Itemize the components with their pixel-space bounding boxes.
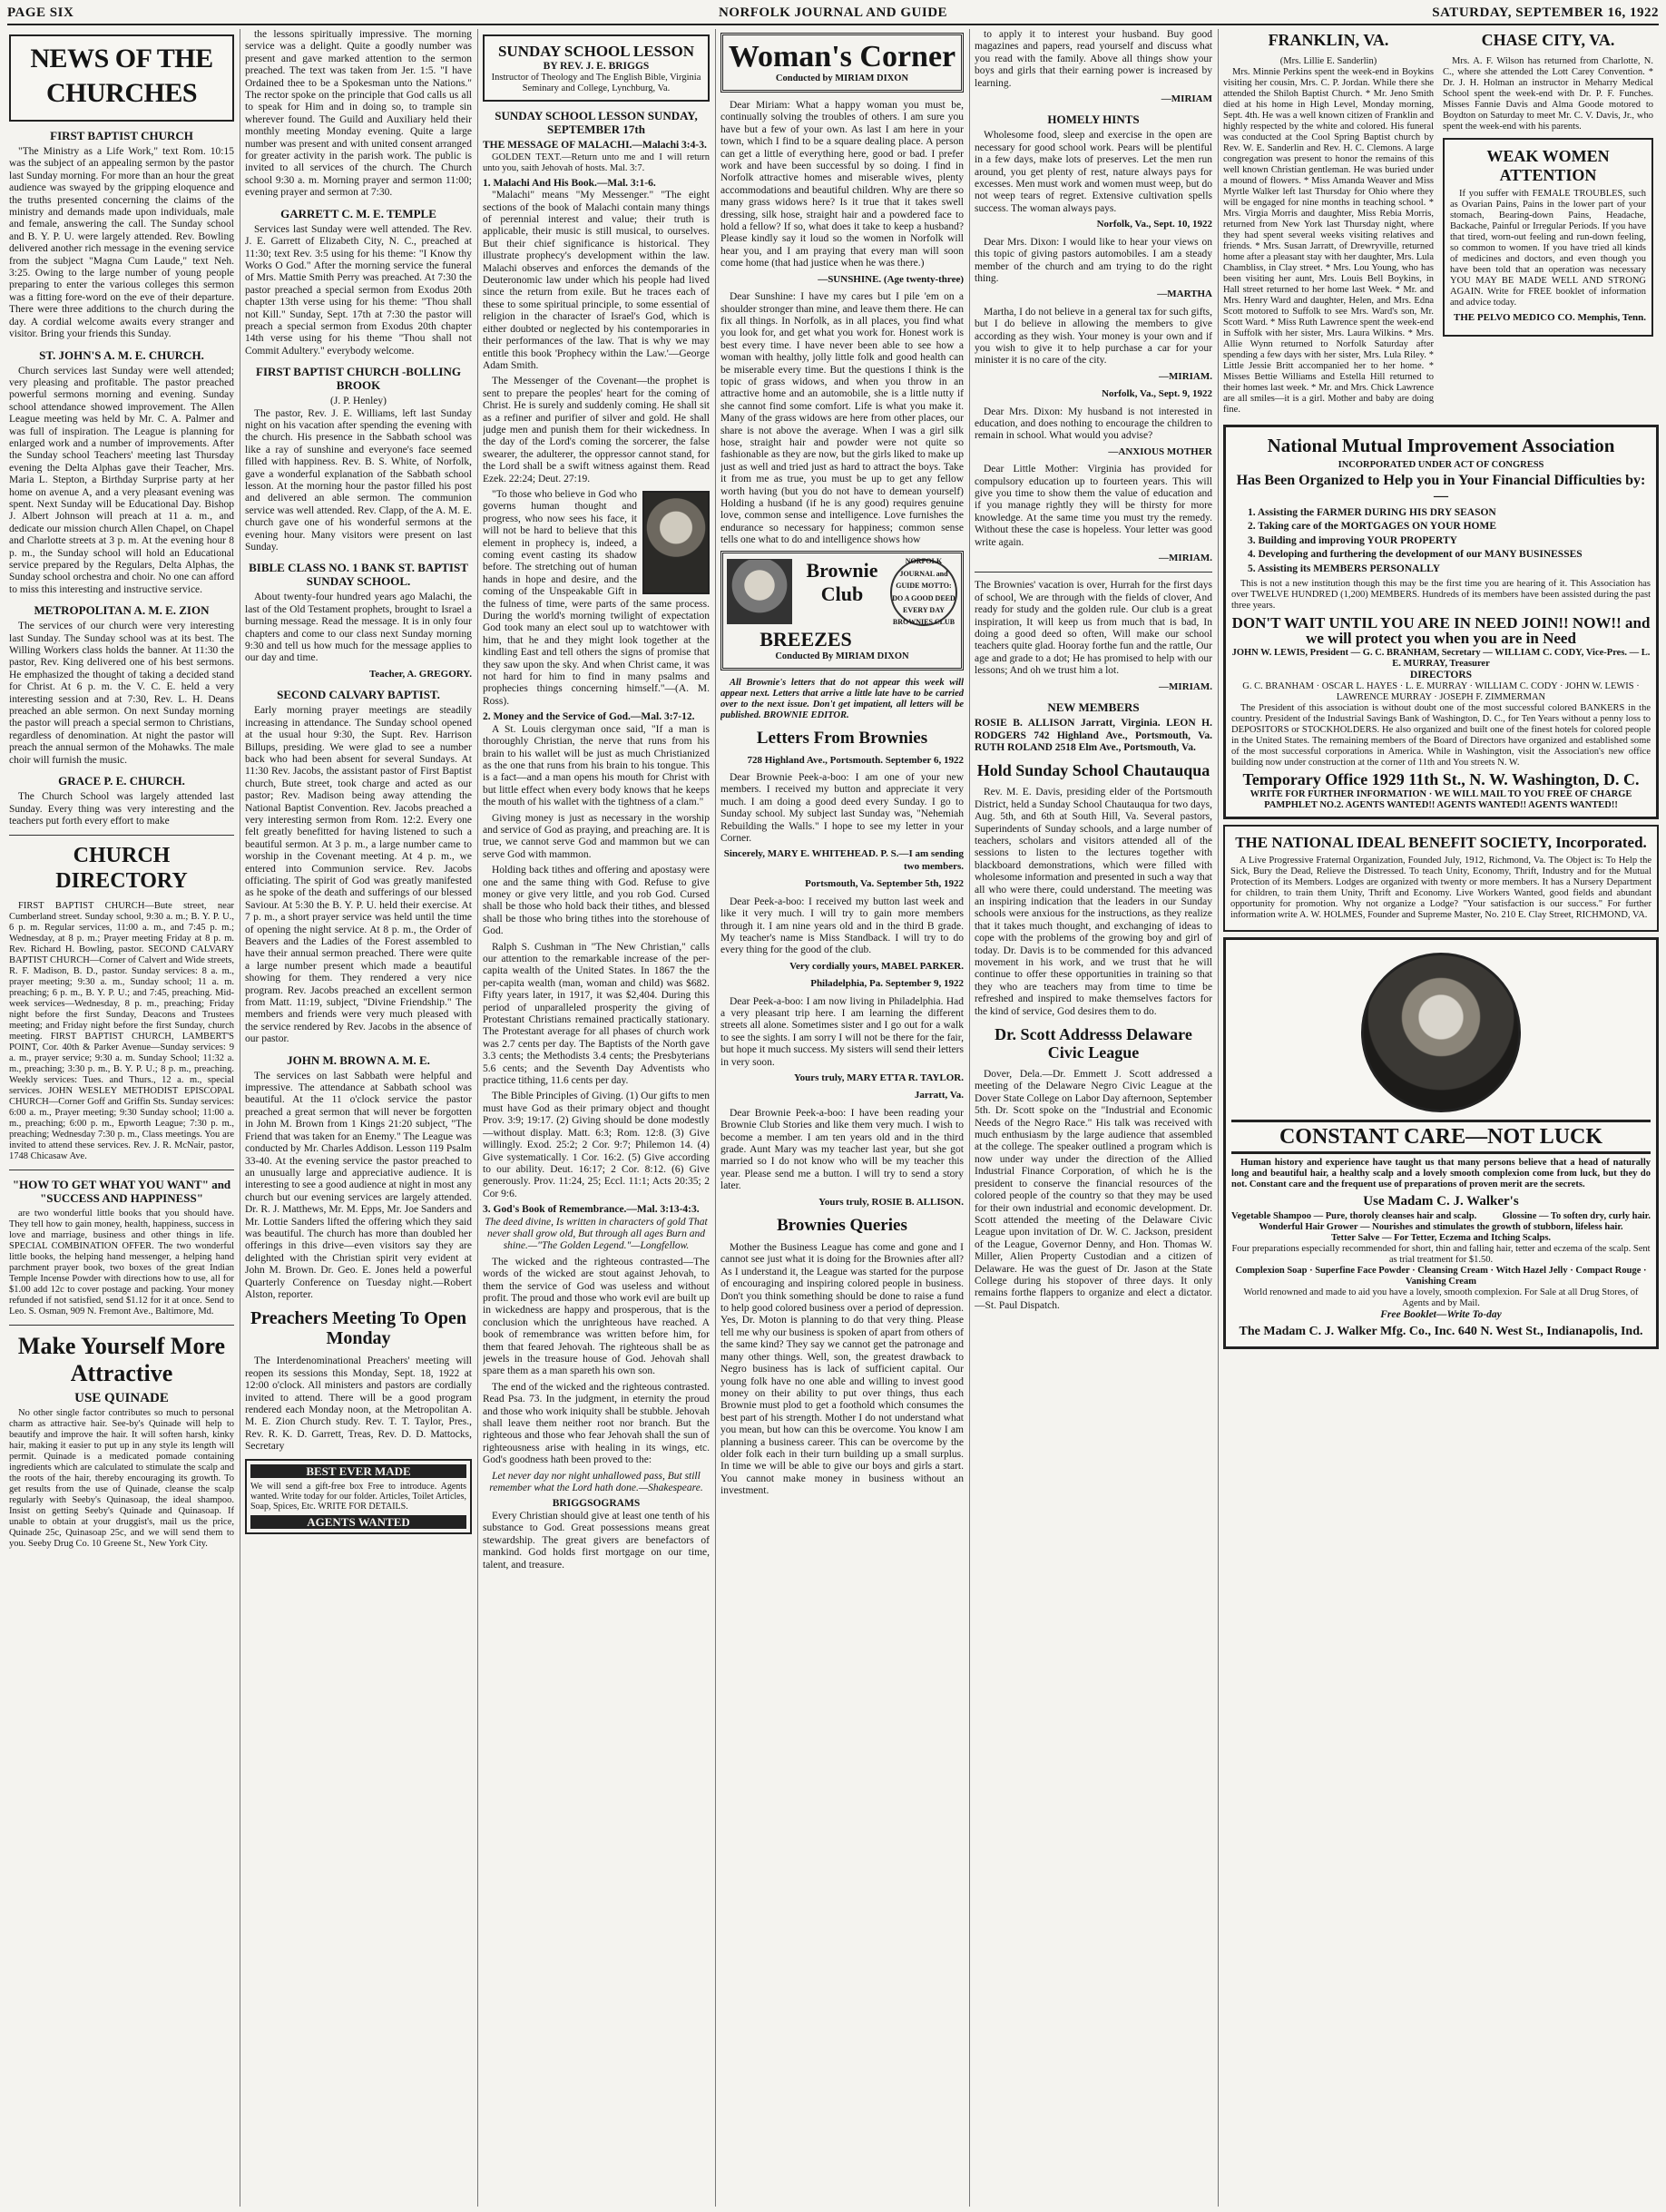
- letter-address: 728 Highland Ave., Portsmouth. September 6, 1922: [747, 754, 964, 766]
- ad-heading: Has Been Organized to Help you in Your Financial Difficulties by:—: [1236, 473, 1646, 504]
- ad-signature: THE PELVO MEDICO CO. Memphis, Tenn.: [1453, 312, 1646, 323]
- article-title: FIRST BAPTIST CHURCH: [50, 129, 193, 142]
- article-body: Mrs. A. F. Wilson has returned from Charlotte, N. C., where she attended the Lott Carey Convention. * Dr. J. H. Holman an instructor in Meharry Medical School spent the week-end with Dr. P. F. Funches. Misses Fannie Davis and Alma Goode motored to Boydton on Saturday to meet Mr. C. V. Davis, Jr., who spent the week-end with his parents.: [1443, 56, 1653, 132]
- product-row: [1231, 1211, 1651, 1222]
- golden-text: GOLDEN TEXT.—Return unto me and I will return unto you, saith Jehovah of hosts. Mal. 3:7.: [483, 152, 710, 173]
- letters-title: Letters From Brownies: [756, 728, 928, 748]
- ad-body: The President of this association is without doubt one of the most successful colored BANKERS in the country. President of the Industrial Savings Bank of Washington, D. C., for Ten Years without a penny loss to DEPOSITORS or STOCKHOLDERS. He also organized and built one of the finest hotels for colored people in the United States. The remaining members of the Board of Directors have organized and established some of the most successful corporations in America. While in Washington, visit the Association's new office building now under construction at the corner of 11th and You streets N. W.: [1231, 703, 1651, 768]
- lesson-body: "Malachi" means "My Messenger." "The eight sections of the book of Malachi contain many things of perennial interest and value; their truth is applicable, their music is still musical, to ourselves. But their chief significance is historical. They illustrate prophecy's development within the law. Malachi observes and enforces the demands of the Deuteronomic law under which his people had lived since the return from exile. But he traces each of these to some spiritual principle, to some essential of religion in the character of Israel's God, which is either doubted or neglected by his contemporaries in their performances of the law. That is why we may entitle this book 'Prophecy within the Law.'—George Adam Smith.: [483, 190, 710, 371]
- lesson-header-author: BY REV. J. E. BRIGGS: [543, 61, 650, 72]
- directory-body: FIRST BAPTIST CHURCH—Bute street, near Cumberland street. Sunday school, 9:30 a. m.; B. Y. P. U., 6 p. m. Regular services, 11:00 a. m., and 7:45 p. m.; Wednesday, at 8 p. m.; Prayer meeting Friday at 8 p. m. Rev. Richard H. Bowling, pastor. SECOND CALVARY BAPTIST CHURCH—Corner of Calvert and Wide streets, R. F. Madison, B. D., pastor. Sunday services: 8 a. m., prayer meeting; 9:30 a. m., Sunday school; 11 a. m. preaching; 6 p. m., B. Y. P. U.; and 7:45, preaching. Mid-week services—Wednesday, 8 p. m., preaching; Friday night before the first Sunday, Deacons and Trustees meeting; and Friday night before the first Sunday, church meeting. FIRST BAPTIST CHURCH, LAMBERT'S POINT, Cor. 40th & Parker Avenue—Sunday services: 9 a. m., prayer service; 9:30 a. m. Sunday School; 11:32 a. m., preaching; 3:30 p. m., B. Y. P. U.; 8 p. m., preaching. Weekly services: Tues. and Thurs., 12 a. m., special services. JOHN WESLEY METHODIST EPISCOPAL CHURCH—Corner Goff and Griffin Sts. Sunday services: 6:00 a. m., Prayer meeting; 9:30 Sunday school; 11:00 a. m., preaching; 6:00 p. m., Epworth League; 7:30 p. m., preaching; Wednesday 7:30 p. m., Class meetings. You are invited to attend these services. Rev. J. R. McNair, pastor, 1748 Chicasaw Ave.: [9, 901, 234, 1162]
- article-title: GRACE P. E. CHURCH.: [58, 774, 185, 788]
- product: Tetter Salve — For Tetter, Eczema and Itching Scalps.: [1330, 1233, 1552, 1244]
- womans-corner-byline: Conducted by MIRIAM DIXON: [775, 73, 909, 83]
- brownie-club-byline: Conducted By MIRIAM DIXON: [775, 651, 909, 661]
- womans-corner-title: Woman's Corner: [728, 40, 956, 73]
- article-title: BIBLE CLASS NO. 1 BANK ST. BAPTIST SUNDAY SCHOOL.: [249, 561, 468, 589]
- letter-signature: —MIRIAM.: [1159, 370, 1212, 382]
- letter-body: Dear Brownie Peek-a-boo: I have been reading your Brownie Club Stories and like them very much. I wish to become a member. I am ten years old and in the third grade. Aunt Mary was my teacher last year, but she got married so I do not know who will be my teacher this year. Please send me a button. I will try to send a story later.: [720, 1107, 964, 1192]
- churches-headline: NEWS OF THE CHURCHES: [30, 44, 213, 108]
- article-body: Services last Sunday were well attended. The Rev. J. E. Garrett of Elizabeth City, N. C., preached at 11:30; text Rev. 3:5 using for his theme: "I Know thy Works O God." After the morning service the funeral of Mrs. Mattie Smith Perry was preached. At 7:30 the pastor preached a special sermon from Exodus 20th chapter 13th verse using for his theme: "Thou shall not Kill." Sunday, Sept. 17th at 7:30 the pastor will preach a special sermon from Exodus 20th chapter 14th verse using for his theme "Thou shall not Commit Adultery." everybody welcome.: [245, 223, 472, 357]
- ad-directors-title: DIRECTORS: [1409, 670, 1473, 681]
- poem-signature: —MIRIAM.: [1159, 680, 1212, 692]
- brownie-club-title: Brownie Club BREEZES: [760, 558, 878, 651]
- lesson-subtitle: THE MESSAGE OF MALACHI.—Malachi 3:4-3.: [483, 140, 707, 152]
- quinade-ad-sub: USE QUINADE: [74, 1391, 169, 1406]
- lesson-body: The Messenger of the Covenant—the prophet is sent to prepare the peoples' heart for the coming of Christ. He is surely and suddenly coming. He shall sit as a refiner and purifier of silver and gold. He shall judge men and punish them for their wickedness. In the day of the Lord's coming the sorcerer, the false swearer, the adulterer, the oppressor cannot stand, for the Lord shall be a swift witness against them. Read Ezek. 22:24; Deut. 27:19.: [483, 376, 710, 484]
- divider: [975, 572, 1212, 573]
- ad-officers: JOHN W. LEWIS, President — G. C. BRANHAM, Secretary — WILLIAM C. CODY, Vice-Pres. — L. E. MURRAY, Treasurer: [1231, 648, 1651, 670]
- letter-body: Dear Sunshine: I have my cares but I pile 'em on a shoulder stronger than mine, and leave them there. He can fix all things. In Norfolk, as in all places, you find what you look for, and get what you work for. Honest work is best every time. I have never been able to see how a woman with healthy, jolly little folk and good health can be miserable every time. But the questions I think is the topic of grass widows, and when you throw in an attractive home and an automobile, she is a little nutty if she cannot find some comfort. Life is what you make it. Many of the grass widows are here from other places, our share is not above the average. When I was a girl silk hose, straight hair and powder were not quite so fashionable as they are now, but the girls liked to make up just as well and tried just as hard to attract the boys. Take it from me as true, you must be up to get any fellow worth having (but you do not have to demean yourself) Holding a husband (if he is any good) requires genuine love, common sense and intelligence. Love furnishes the endurance so necessary for happiness; common sense tells one what to do and intelligence shows how: [720, 291, 964, 546]
- column-church-news: [9, 29, 240, 2207]
- lesson-body: The end of the wicked and the righteous contrasted. Read Psa. 73. In the judgment, in eternity the proud and those who work iniquity shall be stubble. Jehovah shall leave them neither root nor branch. But the righteous and those who fear Jehovah shall the sun of righteousness arise with healing in its wings, etc. God's goodness hath been proved to the:: [483, 1381, 710, 1466]
- issue-date: SATURDAY, SEPTEMBER 16, 1922: [1432, 5, 1659, 20]
- ad-list-item: 2. Taking care of the MORTGAGES ON YOUR HOME: [1248, 521, 1497, 533]
- article-body: The services of our church were very interesting last Sunday. The Sunday school was at its best. The Willing Workers class holds the banner. At 11:30 the pastor, Rev. King delivered one of his best sermons. He emphasized the thought of taking a decided stand for Christ. At 6 p. m. the V. C. E. held a very interesting session and at 7:30, Rev. L. H. Deans preached an able sermon. On next Sunday morning the pastor will preach a special sermon to Christians, regardless of denomination. At night the pastor will preach the annual sermon of the Mohawks. The male choir will furnish the music.: [9, 621, 234, 766]
- article-title: Dr. Scott Addresss Delaware Civic League: [995, 1025, 1192, 1062]
- article-title: CHASE CITY, VA.: [1481, 31, 1615, 49]
- new-members-list: ROSIE B. ALLISON Jarratt, Virginia. LEON H. RODGERS 742 Highland Ave., Portsmouth, Va. RUTH ROLAND 2518 Elm Ave., Portsmouth, Va.: [975, 718, 1212, 753]
- lesson-header-title: SUNDAY SCHOOL LESSON: [497, 43, 695, 60]
- lesson-title: SUNDAY SCHOOL LESSON SUNDAY, SEPTEMBER 17th: [495, 109, 698, 137]
- weak-women-ad: [1443, 138, 1653, 337]
- ad-directors: G. C. BRANHAM · OSCAR L. HAYES · L. E. MURRAY · WILLIAM C. CODY · JOHN W. LEWIS · LAWRENCE MURRAY · JOSEPH F. ZIMMERMAN: [1242, 681, 1640, 703]
- national-ideal-benefit-ad: [1223, 825, 1659, 932]
- quinade-ad-body: No other single factor contributes so much to personal charm as attractive hair. See-by's Quinade will help to beautify and improve the hair. It will soften harsh, kinky hair, making it easier to put up in any style its length will permit. Quinade is a medicated pomade containing ingredients which are calculated to stimulate the scalp and the roots of the hair, thereby encouraging its growth. To get results from the use of Quinade, cleanse the scalp regularly with Seeby's Quinasoap, the ideal shampoo. Insist on getting Seeby's Quinade and Quinasoap. If unable to obtain at your druggist's, mail us the price, Quinade 25c, Quinasoap 25c, and we will send them to you. Seeby Drug Co. 10 Greene St., New York City.: [9, 1408, 234, 1550]
- article-body: Dover, Dela.—Dr. Emmett J. Scott addressed a meeting of the Delaware Negro Civic League at the Dover State College on Labor Day afternoon, September 5th. Dr. Scott spoke on the "Industrial and Economic Needs of the Negro Race." His talk was received with much enthusiasm by the large audience that assembled at the college. The speaker outlined a program which is now under way under the direction of the Allied Industrial Finance Corporation, of which he is the president to conserve the financial resources of the colored people of the country so that they may be used for their own industrial and economic development. Dr. Scott attended the meeting of the Delaware Civic League upon invitation of Dr. W. C. Jackson, president of the League, Governor Denny, and Hon. Thomas W. Miller, Alien Property Custodian and a citizen of Delaware. He was the guest of Dr. Jason at the State College during his stopover of three days. It only remains forthe flappers to organize and elect a dictator.—St. Paul Dispatch.: [975, 1069, 1212, 1311]
- ad-subtitle: INCORPORATED UNDER ACT OF CONGRESS: [1338, 460, 1544, 470]
- column-church-news-2: [245, 29, 478, 2207]
- lesson-body: Holding back tithes and offering and apostasy were one and the same thing with God. Refuse to give money or give very little, and you rob God. Cursed shall be those who hold back their tithes, and blessed shall be those who bring tithes into the storehouse of God.: [483, 865, 710, 937]
- letter-signature: Sincerely, MARY E. WHITEHEAD. P. S.—I am sending two members.: [723, 848, 964, 872]
- article-signature: Teacher, A. GREGORY.: [369, 668, 472, 680]
- ad-body: We will send a gift-free box Free to introduce. Agents wanted. Write today for our folder. Articles, Toilet Articles, Soap, Spices, Etc. WRITE FOR DETAILS.: [250, 1481, 466, 1512]
- lesson-body: Ralph S. Cushman in "The New Christian," calls our attention to the remarkable increase of the per-capita wealth of the United States. In 1867 the the per-capita wealth (man, woman and child) was $682. Fifty years later, in 1917, it was $2,404. During this period of unparalleled prosperity the giving of Protestant Christians remained practically stationary. The Protestant average for all phases of church work was 2.7 cents per day. The Baptists of the North gave 3.3 cents; the Methodists 3.4 cents; the Presbyterians 5.6 cents; and the Seventh Day Adventists who practice tithing, 11.6 cents per day.: [483, 941, 710, 1087]
- ad-call-to-action: Free Booklet—Write To-day: [1380, 1309, 1502, 1321]
- ad-office: Temporary Office 1929 11th St., N. W. Washington, D. C.: [1242, 770, 1640, 789]
- lesson-header-box: [483, 34, 710, 102]
- article-title: METROPOLITAN A. M. E. ZION: [34, 603, 210, 618]
- article-title: JOHN M. BROWN A. M. E.: [287, 1052, 430, 1067]
- best-ever-made-ad: [245, 1459, 472, 1534]
- article-body: "The Ministry as a Life Work," text Rom. 10:15 was the subject of an appealing sermon by the pastor last Sunday morning. For more than an hour the great audience was swayed by the gripping eloquence and the truths presented concerning the claims of the ministry and demands made upon individuals, male and female, answering the call. The Sunday school and B. Y. P. U. were largely attended. Rev. Bowling delivered another rich message in the evening service from the subject "Magna Cum Laude," text Neh. 3:25. Owing to the large number of young people preparing to enter the various colleges this sermon was a fitting fore-word on the eve of their departure. There were three additions to the church during the day. A cordial welcome awaits every stranger and visitor. Bring your friends this Sunday.: [9, 146, 234, 340]
- ad-title: BEST EVER MADE: [250, 1464, 466, 1478]
- brownie-club-banner: [720, 551, 964, 670]
- ad-footer: WRITE FOR FURTHER INFORMATION · WE WILL MAIL TO YOU FREE OF CHARGE PAMPHLET NO.2. AGENTS WANTED!! AGENTS WANTED!! AGENTS WANTED!!: [1250, 789, 1632, 811]
- article-byline: (J. P. Henley): [330, 396, 387, 407]
- article-body: Rev. M. E. Davis, presiding elder of the Portsmouth District, held a Sunday School Chautauqua for two days, Aug. 5th, and 6th at South Hill, Va. Several pastors, Superindents of Sunday schools, and a large number of teachers, scholars and visitors attended all of the sessions to listen to the lectures together with blackboard demonstrations, which were filled with wholesome information and presented in such a way that all who were there, could understand. The meeting was an inspiring indication that the leaders in our Sunday schools were anxious for the instructions, as they realize that it takes much thought, and exchanging of ideas to cope with the problems of the growing boy and girl of today. Dr. Davis is to be commended for this advanced movement in his work, and we trust that he will continue to offer these opportunities in training so that they who are teachers may from time to time be refreshed and inspired to make themselves factors for the kind of service, God desires them to do.: [975, 787, 1212, 1017]
- ad-title: CONSTANT CARE—NOT LUCK: [1231, 1120, 1651, 1154]
- ad-list-item: 4. Developing and furthering the development of our MANY BUSINESSES: [1248, 549, 1583, 561]
- baby-photo: [727, 559, 792, 624]
- ad-footer: AGENTS WANTED: [250, 1515, 466, 1529]
- letter-signature: —ANXIOUS MOTHER: [1108, 445, 1212, 457]
- lesson-poem: The deed divine, Is written in characters of gold That never shall grow old, But through all ages Burn and shine.—"The Golden Legend."—Longfellow.: [485, 1216, 708, 1252]
- article-title: FIRST BAPTIST CHURCH -BOLLING BROOK: [256, 365, 461, 393]
- product: Glossine — To soften dry, curly hair.: [1502, 1211, 1651, 1222]
- ad-call-to-action: DON'T WAIT UNTIL YOU ARE IN NEED JOIN!! NOW!! and we will protect you when you are in Need: [1231, 614, 1651, 648]
- new-members-title: NEW MEMBERS: [1047, 700, 1140, 715]
- womans-corner-banner: [720, 33, 964, 93]
- letter-address: Norfolk, Va., Sept. 10, 1922: [1096, 219, 1212, 230]
- article-body: The services on last Sabbath were helpful and impressive. The attendance at Sabbath school was beautiful. At the 11 o'clock service the pastor preached a great sermon that will never be forgotten in John M. Brown from 1 Kings 21:20 subject, "The Friend that was taken for an Enemy." The League was conducted by Mr. Charles Addison. Lesson 119 Psalm 33-40. At the evening service the pastor preached to an unusually large and appreciative audience. It is interesting to see a good audience at night in most any church but our evening services are largely attended. Dr. R. J. Matthews, Mr. M. Epps, Mr. Joe Sanders and Mr. Lottie Sanders lifted the offering which they said was beautiful. The church has more than doubled her offerings in this drive—even visitors say they are delighted with the Christian spirit very evident at John M. Brown. Dr. Geo. E. Jones held a powerful Quarterly Conference on Tuesday night.—Robert Alston, reporter.: [245, 1070, 472, 1300]
- divider: [9, 1325, 234, 1326]
- letter-address: Portsmouth, Va. September 5th, 1922: [805, 878, 964, 890]
- ad-list-item: 3. Building and improving YOUR PROPERTY: [1248, 534, 1457, 546]
- letter-body: Dear Peek-a-boo: I am now living in Philadelphia. Had a very pleasant trip here. I am learning the different streets all alone. Sometimes sister and I go out for a walk to see the sights. I am sorry I will not be there for the fair, but hope it much success. My sisters will send their letters in very soon.: [720, 995, 964, 1068]
- article-body: Early morning prayer meetings are steadily increasing in attendance. The Sunday school opened at the usual hour 9:30, the Supt. Rev. Harrison Billups, presiding. We were glad to see a number back who had been absent for several Sundays. At 11:30 Rev. Jacobs, the assistant pastor of First Baptist church, Bute street, took charge and acted as our pastor; Rev. Madison being away attending the National Baptist Convention. Rev. Jacobs preached a very interesting sermon from Rom. 12:2. Every one felt greatly benefitted for having listened to such a beautiful sermon. At 3 p. m., a large number came to worship in the Covenant meeting. At 4 p. m., we entered into Communion service. Rev. Jacobs officiating. The spirit of God was greatly manifested as he spoke of the death and sufferings of our blessed Saviour. At 5:30 the B. Y. P. U. held their exercise. At 7 p. m., a short prayer service was held until the time of opening the night service. At 8 p. m., the Order of Beavers and the Ladies of the Forest assembled to have their annual sermon preached. There were quite a large number present which made a beautiful showing for them. They rendered a very nice program. Rev. Jacobs preached an excellent sermon from Matt. 11:19, subject, "Divine Friendship." The members and friends were very much pleased with the service rendered by Rev. Jacobs in the absence of our pastor.: [245, 705, 472, 1045]
- ad-title: THE NATIONAL IDEAL BENEFIT SOCIETY, Incorporated.: [1235, 834, 1647, 852]
- article-title: ST. JOHN'S A. M. E. CHURCH.: [39, 347, 204, 362]
- column-local-and-ads: [1223, 29, 1659, 2207]
- article-body: The pastor, Rev. J. E. Williams, left last Sunday night on his vacation after spending the evening with the church. His presence in the Sabbath school was like a ray of sunshine and everyone's face seemed filled with happiness. Rev. B. S. White, of Norfolk, gave a wonderful explanation of the Sabbath school lesson. At the morning hour the pastor filled his post and delivered an able sermon. The communion service was well attended. Rev. Clapp, of the A. M. E. church gave one of his wonderful sermons at the evening hour. Many visitors were present on last Sunday.: [245, 407, 472, 553]
- letter-body: Dear Peek-a-boo: I received my button last week and like it very much. I will try to gain more members through it. I am nine years old and in the third B grade. My teacher's name is Miss Standback. I will try to do every thing for the good of the club.: [720, 896, 964, 956]
- article-title: Hold Sunday School Chautauqua: [976, 761, 1210, 780]
- franklin-news: [1223, 29, 1434, 419]
- masthead: [7, 4, 1659, 25]
- portrait-image: [642, 491, 710, 594]
- article-body: Church services last Sunday were well attended; very pleasing and profitable. The pastor preached powerful sermons morning and evening. Sunday school attendance showed improvement. The Allen League meeting was held by Mr. C. A. Palmer and was full of inspiration. The League is planning for enlarged work and a number of improvements. After the Sunday school Teachers' meeting last Thursday evening the Delta Alphas gave their Teacher, Mrs. Maria L. Stepton, a Birthday Surprise party at her home on avenue A, and a very pleasant evening was spent. Next Sunday will be Educational Day. Bishop J. Albert Johnson will preach at 11 a. m., and dedicate our mission church Allen Chapel, on Chapel and Charlotte streets at 3 p. m. At the evening hour 8 p. m., the Sunday school will hold an Educational service prepared by the Regulars, Delta Alphas, the Sunday school orchestra and choir. No one can afford to miss this interesting and instructive service.: [9, 365, 234, 595]
- lesson-body: "To those who believe in God who governs human thought and progress, who now sees his face, it will not be hard to believe that this element in prophecy is, indeed, a coming event casting its shadow before. The stretching out of human hands in hope and desire, and the coming of the Unspeakable Gift in the fulness of time, were parts of the same process. During the world's morning twilight of expectation God took many an elect soul up to watchtower with him, that he and they might look together at the kindling East and tell others the signs of promise that they saw upon the sky. And when Christ came, it was not hard for him to find in many psalms and prophecies things concerning himself."—(A. M. Ross).: [483, 488, 710, 707]
- ad-footer: The Madam C. J. Walker Mfg. Co., Inc. 640 N. West St., Indianapolis, Ind.: [1239, 1324, 1643, 1338]
- quinade-ad-title: Make Yourself More Attractive: [17, 1333, 226, 1387]
- letter-address: Philadelphia, Pa. September 9, 1922: [810, 978, 964, 990]
- lesson-body: A St. Louis clergyman once said, "If a man is thoroughly Christian, the nerve that runs from his brain to his wallet will be just as much Christianized as the one that runs from his brain to his tongue. This is a fact—and a man opens his mouth for Christ with but little effect when every body knows that he keeps the mouth of his wallet with the tightness of a clam.": [483, 723, 710, 808]
- product: Vegetable Shampoo — Pure, thoroly cleanses hair and scalp.: [1231, 1211, 1477, 1222]
- ad-body: If you suffer with FEMALE TROUBLES, such as Ovarian Pains, Pains in the lower part of your stomach, Bearing-down Pains, Headache, Backache, Painful or Irregular Periods. If you have that tired, worn-out feeling and run-down feeling, so common to women. If you have tried all kinds of medicines and doctors, and even though you have been told that an operation was necessary YOU MAY BE MADE WELL AND STRONG AGAIN. Write for FREE booklet of information and advice today.: [1450, 189, 1646, 308]
- column-womans-corner-2: [975, 29, 1219, 2207]
- lesson-body: Giving money is just as necessary in the worship and service of God as praying, and preaching are. It is true, we cannot serve God and mammon but we can serve God with mammon.: [483, 812, 710, 860]
- page-number: PAGE SIX: [7, 5, 74, 20]
- ad-body: are two wonderful little books that you should have. They tell how to gain money, health, happiness, success in love and marriage, business and other things in life. SPECIAL COMBINATION OFFER. The two wonderful little books, the helping hand messenger, a helping hand parchment prayer book, two boxes of the great Indian Temple Incense Powder with directions how to use, all for $1.00 add 12c to cover postage and packing. Your money refunded if not satisfied, send $1.12 for it at once. Send to Leo. S. Osman, 909 N. Fremont Ave., Baltimore, Md.: [9, 1209, 234, 1317]
- letter-body: to apply it to interest your husband. Buy good magazines and papers, read yourself and discuss what you read with the family. Above all things show your boys and girls that their earning power is increased by learning.: [975, 29, 1212, 89]
- letter-signature: —MARTHA: [1157, 289, 1212, 300]
- brownie-note: All Brownie's letters that do not appear this week will appear next. Letters that arrive a little late have to be carried over to the next issue. Don't get impatient, all letters will be published. BROWNIE EDITOR.: [720, 677, 964, 720]
- letter-body: Dear Little Mother: Virginia has provided for compulsory education up to fourteen years. This will give you time to show them the value of education and if you manage rightly they will be thirsty for more knowledge. At the same time you must try the remedy. Without these the case is hopeless. Your letter was good write again.: [975, 464, 1212, 548]
- article-body: Mrs. Minnie Perkins spent the week-end in Boykins visiting her cousin, Mrs. C. P. Jordan. While there she attended the Shiloh Baptist Church. * Mr. Jeno Smith died at his home in High Level, Monday morning, Sept. 4th. He was a well known citizen of Franklin and highly respected by the white and colored. His funeral was conducted at the Cool Spring Baptist church by Rev. W. E. Sanderlin and Rev. H. C. Clemons. A large congregation was present to honor the remains of this well known Christian gentleman. He was buried under a mound of flowers. * Miss Amanda Weaver and Miss Myrtle Walker left last Thursday for Ohio where they will be engaged for nine months in teaching school. * Mrs. Virgia Morris and daughter, Miss Rebia Morris, returned from New York last Thursday night, where they had spent several weeks visiting relatives and friends. * Mrs. Susan Jarratt, of Drewryville, returned home after a pleasant stay with her daughter, Mrs. Lula Chambliss, in Clay street. * Mrs. Lou Young, who has been visiting her aunt, Mrs. Louis Bell Boykins, in Hall street returned to her home last Week. * Mr. and Mrs. Henry Ward and daughter, Helen, and Mrs. Edna Scott motored to Suffolk to see Mrs. Ward's son, Mr. Scott Ward. * Miss Ruth Lawrence spent the week-end in Suffolk with her sister, Mrs. Laura Wilkins. * Mrs. Allie Wynn returned to Norfolk Saturday after spending a few days with her sister, Mrs. Lula Riley. * Little Jessie Britt accompanied her to her home. * Misses Bettie Williams and Estella Hill returned to their homes last week. * Mr. and Mrs. Chick Lawrence are all smiles—it is a girl. Mother and baby are doing fine.: [1223, 67, 1434, 415]
- churches-header-box: [9, 34, 234, 122]
- letter-signature: —MIRIAM.: [1159, 553, 1212, 564]
- letter-signature: Very cordially yours, MABEL PARKER.: [789, 960, 964, 972]
- column-womans-corner: [720, 29, 970, 2207]
- club-seal: NORFOLK JOURNAL and GUIDE MOTTO: DO A GOOD DEED EVERY DAY BROWNIES CLUB: [890, 559, 957, 626]
- article-body: The Interdenominational Preachers' meeting will reopen its sessions this Monday, Sept. 18, 1922 at 12:00 o'clock. All ministers and pastors are cordially invited to attend. There will be a good program rendered each Monday noon, at the Metropolitan A. M. E. Zion Church study. Rev. T. T. Taylor, Pres., Rev. R. K. D. Garrett, Treas, Rev. D. D. Mattocks, Secretary: [245, 1356, 472, 1453]
- column-sunday-school: [483, 29, 716, 2207]
- letter-signature: Yours truly, MARY ETTA R. TAYLOR.: [793, 1072, 964, 1083]
- letter-signature: —MIRIAM: [1161, 93, 1212, 105]
- divider: [9, 835, 234, 836]
- ad-body: This is not a new institution though this may be the first time you are hearing of it. This Association has over TWELVE HUNDRED (1,200) MEMBERS. Hundreds of its members have been assisted during the past three years.: [1231, 579, 1651, 612]
- walker-ad: [1223, 937, 1659, 1348]
- ad-body: Human history and experience have taught us that many persons believe that a head of naturally long and beautiful hair, a healthy scalp and a lovely smooth complexion come from luck, but they do not. Constant care and the frequent use of preparations of proven merit are the secrets.: [1231, 1158, 1651, 1190]
- hints-title: HOMELY HINTS: [1047, 113, 1140, 127]
- article-body: The Church School was largely attended last Sunday. Every thing was very interesting and the teachers put forth every effort to make: [9, 791, 234, 827]
- lesson-heading: 1. Malachi And His Book.—Mal. 3:1-6.: [483, 177, 656, 189]
- letter-address: Norfolk, Va., Sept. 9, 1922: [1102, 388, 1212, 400]
- lesson-body: The wicked and the righteous contrasted—The words of the wicked are stout against Jehovah, to them the service of God was useless and without profit. The proud and those who work evil are built up in wickedness are happy and prosperous, that is the conclusion which the unrighteous have reached. A book of remembrance was written before him, for them that feared Jehovah. The righteous shall be as jewels in the treasure house of God. Jehovah shall spare them as a man spareth his own son.: [483, 1256, 710, 1377]
- lesson-heading: BRIGGSOGRAMS: [552, 1498, 641, 1510]
- letter-body: Dear Brownie Peek-a-boo: I am one of your new members. I received my button and appreciate it very much. I am doing a good deed every Sunday. I go to Sunday school. My subject last Sunday was, "Nehemiah Rebuilding the Walls." I hope to see my letter in your Corner.: [720, 772, 964, 845]
- letter-body: Dear Miriam: What a happy woman you must be, continually solving the troubles of others. I am sure you have but a few of your own. As last I am here in your town, which I find to be a square dealing place. A person can get a little of everything here, good or bad. I prefer work and have been successful by so doing. I find in Norfolk attractive homes and miserable wives, plenty accommodations and beautiful children. Why are there so many grass widows here? Is it true that it takes swell dressing, silk hose, straight hair and a powdered face to hold a fellow? If so, what does it take to keep a husband? Please kindly say it loud so the women in Norfolk will hear you, and I am praying that every man will soon come home (that had justice when he was there.): [720, 100, 964, 269]
- ad-list-item: 1. Assisting the FARMER DURING HIS DRY SEASON: [1248, 507, 1496, 518]
- product-list: Complexion Soap · Superfine Face Powder · Cleansing Cream · Witch Hazel Jelly · Compact Rouge · Vanishing Cream: [1235, 1266, 1647, 1287]
- ad-list: [1248, 507, 1651, 575]
- hints-body: Wholesome food, sleep and exercise in the open are necessary for good school work. Pears will be plentiful in a few days, make lots of preserves. Let the men run around, you get plenty of rest, nature always pays for excesses. Men must work and women must weep, but do not weep tears of regret. Extensive cultivation spells success. The woman always pays.: [975, 130, 1212, 214]
- ad-body: Four preparations especially recommended for short, thin and falling hair, tetter and eczema of the scalp. Sent as trial treatment for $1.50.: [1231, 1244, 1651, 1266]
- paper-name: NORFOLK JOURNAL AND GUIDE: [718, 5, 948, 20]
- ad-list-item: 5. Assisting its MEMBERS PERSONALLY: [1248, 563, 1441, 574]
- lesson-body: Every Christian should give at least one tenth of his substance to God. Great possessions means great stewardship. The great givers are benefactors of mankind. God holds first mortgage on our time, talent, and treasure.: [483, 1510, 710, 1571]
- article-body: About twenty-four hundred years ago Malachi, the last of the Old Testament prophets, brought to Israel a burning message. Read the message. It is in only four chapters and come to our class next Sunday morning 9:30 and tell us how much for the message applies to our day and time.: [245, 592, 472, 664]
- ad-title: WEAK WOMEN ATTENTION: [1486, 147, 1610, 184]
- ad-body: A Live Progressive Fraternal Organization, Founded July, 1912, Richmond, Va. The Object is: To Help the Sick, Bury the Dead, Relieve the Distressed. To teach Unity, Economy, Thrift, Industry and for the Mutual Protection of its Members. Lodges are organized with twenty or more members. It has a Nursery Department for children, to train them Unity, Thrift and Economy. Live Workers Wanted, good fields and abundant opportunity for promotion. Why not organize a Lodge? "Your satisfaction is our success." For further information write A. W. HOLMES, Founder and Supreme Master, No. 210 E. Clay Street, RICHMOND, VA.: [1230, 856, 1651, 921]
- ad-body: World renowned and made to aid you have a lovely, smooth complexion. For Sale at all Drug Stores, of Agents and by Mail.: [1243, 1287, 1639, 1309]
- article-title: FRANKLIN, VA.: [1268, 31, 1389, 49]
- letter-signature: —SUNSHINE. (Age twenty-three): [818, 273, 964, 285]
- letter-signature: Yours truly, ROSIE B. ALLISON.: [818, 1196, 964, 1208]
- letter-body: Dear Mrs. Dixon: I would like to hear your views on this topic of giving pastors automobiles. I am a steady member of the church and am trying to do the right thing.: [975, 236, 1212, 284]
- lesson-header-note: Instructor of Theology and The English Bible, Virginia Seminary and College, Lynchburg, Va.: [491, 73, 701, 94]
- directory-title: CHURCH DIRECTORY: [55, 844, 188, 894]
- article-byline: (Mrs. Lillie E. Sanderlin): [1279, 56, 1377, 66]
- queries-title: Brownies Queries: [777, 1216, 907, 1236]
- ad-title: National Mutual Improvement Association: [1267, 435, 1615, 456]
- product: Wonderful Hair Grower — Nourishes and stimulates the growth of stubborn, lifeless hair.: [1259, 1222, 1623, 1233]
- lesson-body: The Bible Principles of Giving. (1) Our gifts to men must have God as their primary object and thought Prov. 3:9; 19:17. (2) Giving should be done modestly—without display. Matt. 6:3; Rom. 12:8. (3) Give willingly. Exod. 25:2; 2 Cor. 9:7; Philemon 14. (4) Give systematically. 1 Cor. 16:2. (5) Give according to our ability. Deut. 16:17; 2 Cor. 8:12. (6) Give generously. Prov. 11:24, 25; Eccl. 11:1; Acts 20:35; 2 Cor 9:6.: [483, 1091, 710, 1199]
- letter-address: Jarratt, Va.: [914, 1090, 964, 1101]
- lesson-heading: 2. Money and the Service of God.—Mal. 3:7-12.: [483, 711, 695, 723]
- ad-title: "HOW TO GET WHAT YOU WANT" and "SUCCESS AND HAPPINESS": [12, 1178, 231, 1206]
- letter-body: Martha, I do not believe in a general tax for such gifts, but I do believe in allowing the members to give according as they wish. Your money is your own and if you wish to give it to help purchase a car for your minister it is no care of the city.: [975, 306, 1212, 367]
- woman-portrait-image: [1361, 953, 1521, 1112]
- article-title: SECOND CALVARY BAPTIST.: [277, 688, 440, 702]
- article-title: GARRETT C. M. E. TEMPLE: [280, 206, 436, 220]
- ad-heading: Use Madam C. J. Walker's: [1363, 1194, 1519, 1209]
- chase-city-and-ad: [1443, 29, 1653, 342]
- article-body: the lessons spiritually impressive. The morning service was a delight. Quite a goodly number was present and gave marked attention to the sermon preached. The text was taken from Jer. 1:5. "I have Ordained thee to be a Spokesman unto the Nations." The rector spoke on the principle that God calls us all to speak for Him and in doing so, to trample sin wherever found. The Guild and Auxiliary held their monthly meeting Monday evening. Quite a large number was present and with united consent arranged for greater activity in the parish work. The public is invited to all services of the church. The Church school 9:30 a. m. Morning prayer and sermon 11:00; evening prayer and sermon at 7:30.: [245, 29, 472, 199]
- article-title: Preachers Meeting To Open Monday: [250, 1308, 466, 1349]
- letter-body: Dear Mrs. Dixon: My husband is not interested in education, and does nothing to encourage the children to remain in school. What would you advise?: [975, 406, 1212, 442]
- queries-body: Mother the Business League has come and gone and I cannot see just what it is doing for the Brownies after all? As I understand it, the League was started for the purpose of encouraging and inspiring colored people in business. Don't you think something should be done to raise a fund to help good colored business over a period of depression. Yes, Dr. Moton is planning to do that very thing. Please tell me why our business is spoken of apart from others of the same kind? They say we cannot get the patronage and many other things. Well, son, the greatest drawback to Negro business has is lack of sufficient capital. Our young folk have no one able and willing to invest good money on their ability to put over things, thus each Brownie must plod to get a foothold which consumes the best part of his strength. Mother I do not understand what you mean, but how can this be overcome. You know I am planning a business career. This can be overcome by the older folk each in their turn building up a small surplus. In time we will be able to give our boys and girls a start. You cannot make money in business without an investment.: [720, 1242, 964, 1497]
- brownie-poem: The Brownies' vacation is over, Hurrah for the first days of school, We are through with the fields of clover, And ready for study and the golden rule. Our club is a great inspiration, It will keep us from much that is bad, In doing a good deed so often, Will make our school teachers quite glad. Hooray forthe fun and the rattle, Our age and grade to a dot; He has promised to help with our lessons; And oh we trust him a lot.: [975, 580, 1212, 677]
- lesson-heading: 3. God's Book of Remembrance.—Mal. 3:13-4:3.: [483, 1204, 700, 1216]
- lesson-poem: Let never day nor night unhallowed pass, But still remember what the Lord hath done.—Shakespeare.: [489, 1470, 703, 1494]
- national-mutual-ad: [1223, 425, 1659, 819]
